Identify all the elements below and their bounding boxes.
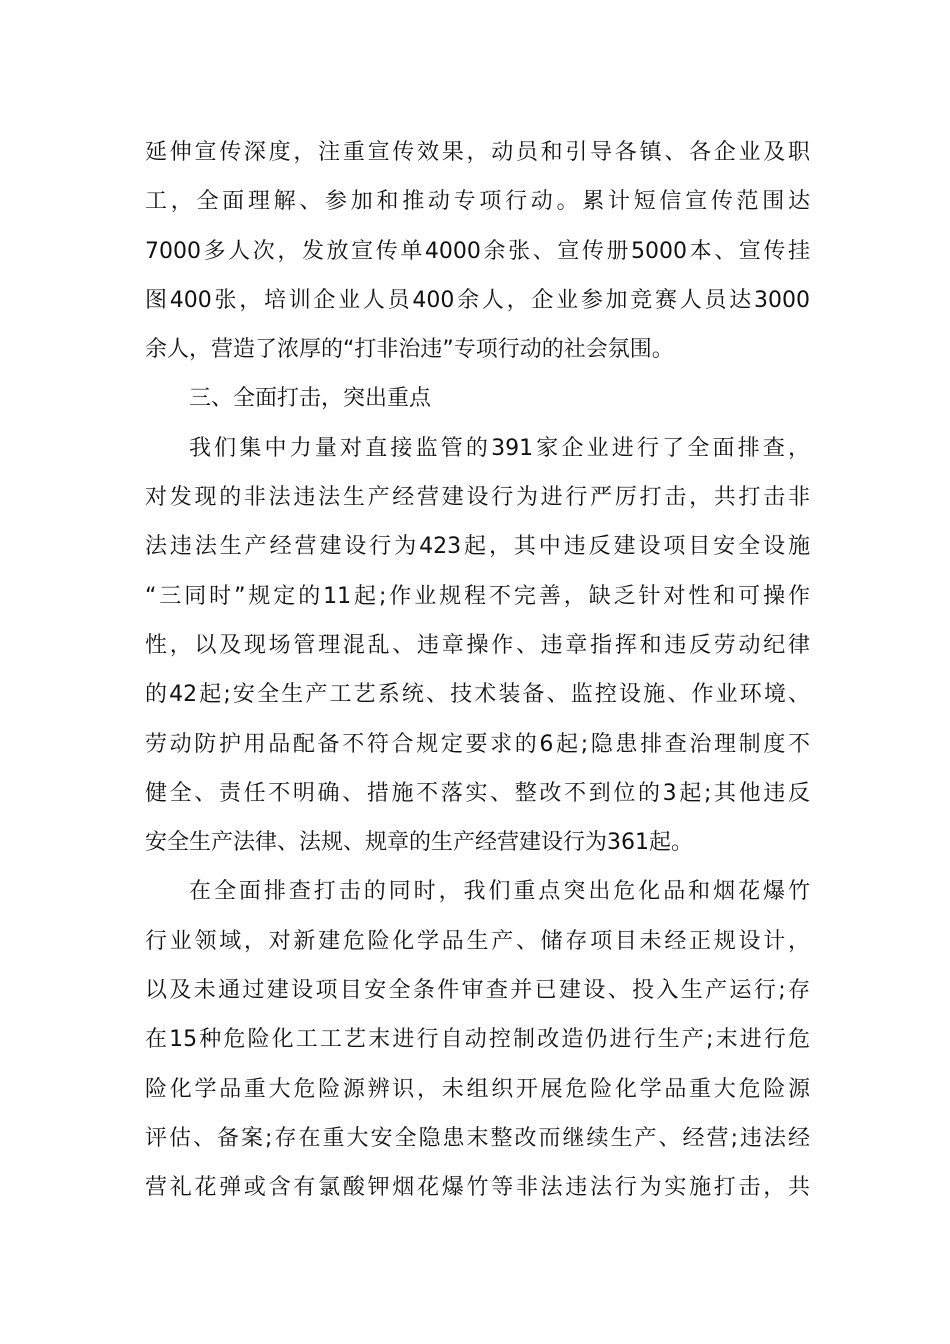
text-line: 评估、备案;存在重大安全隐患末整改而继续生产、经营;违法经 <box>145 1125 810 1151</box>
text-line: 7000多人次，发放宣传单4000余张、宣传册5000本、宣传挂 <box>145 238 810 264</box>
paragraph-end-line: 余人，营造了浓厚的“打非治违”专项行动的社会氛围。 <box>145 337 674 363</box>
text-line: 在15种危险化工工艺末进行自动控制改造仍进行生产;末进行危 <box>145 1027 810 1053</box>
text-line: 法违法生产经营建设行为423起，其中违反建设项目安全设施 <box>145 534 810 560</box>
text-line: 健全、责任不明确、措施不落实、整改不到位的3起;其他违反 <box>145 780 810 806</box>
paragraph-first-line: 我们集中力量对直接监管的391家企业进行了全面排查， <box>189 435 810 461</box>
text-line: 工，全面理解、参加和推动专项行动。累计短信宣传范围达 <box>145 189 810 215</box>
text-line: 以及未通过建设项目安全条件审查并已建设、投入生产运行;存 <box>145 978 810 1004</box>
text-line: “三同时”规定的11起;作业规程不完善，缺乏针对性和可操作 <box>145 583 810 609</box>
text-line: 险化学品重大危险源辨识，未组织开展危险化学品重大危险源 <box>145 1076 810 1102</box>
text-line: 的42起;安全生产工艺系统、技术装备、监控设施、作业环境、 <box>145 682 810 708</box>
text-line: 对发现的非法违法生产经营建设行为进行严厉打击，共打击非 <box>145 485 810 511</box>
section-heading: 三、全面打击，突出重点 <box>189 386 432 412</box>
text-line: 延伸宣传深度，注重宣传效果，动员和引导各镇、各企业及职 <box>145 140 810 165</box>
text-line: 性，以及现场管理混乱、违章操作、违章指挥和违反劳动纪律 <box>145 632 810 658</box>
paragraph-first-line: 在全面排查打击的同时，我们重点突出危化品和烟花爆竹 <box>189 879 810 905</box>
body-text <box>145 128 810 1213</box>
text-line: 劳动防护用品配备不符合规定要求的6起;隐患排查治理制度不 <box>145 731 810 757</box>
paragraph-end-line: 安全生产法律、法规、规章的生产经营建设行为361起。 <box>145 830 693 856</box>
text-line: 营礼花弹或含有氯酸钾烟花爆竹等非法违法行为实施打击，共 <box>145 1175 810 1201</box>
text-line: 行业领域，对新建危险化学品生产、储存项目未经正规设计， <box>145 928 810 954</box>
text-line: 图400张，培训企业人员400余人，企业参加竞赛人员达3000 <box>145 287 810 313</box>
